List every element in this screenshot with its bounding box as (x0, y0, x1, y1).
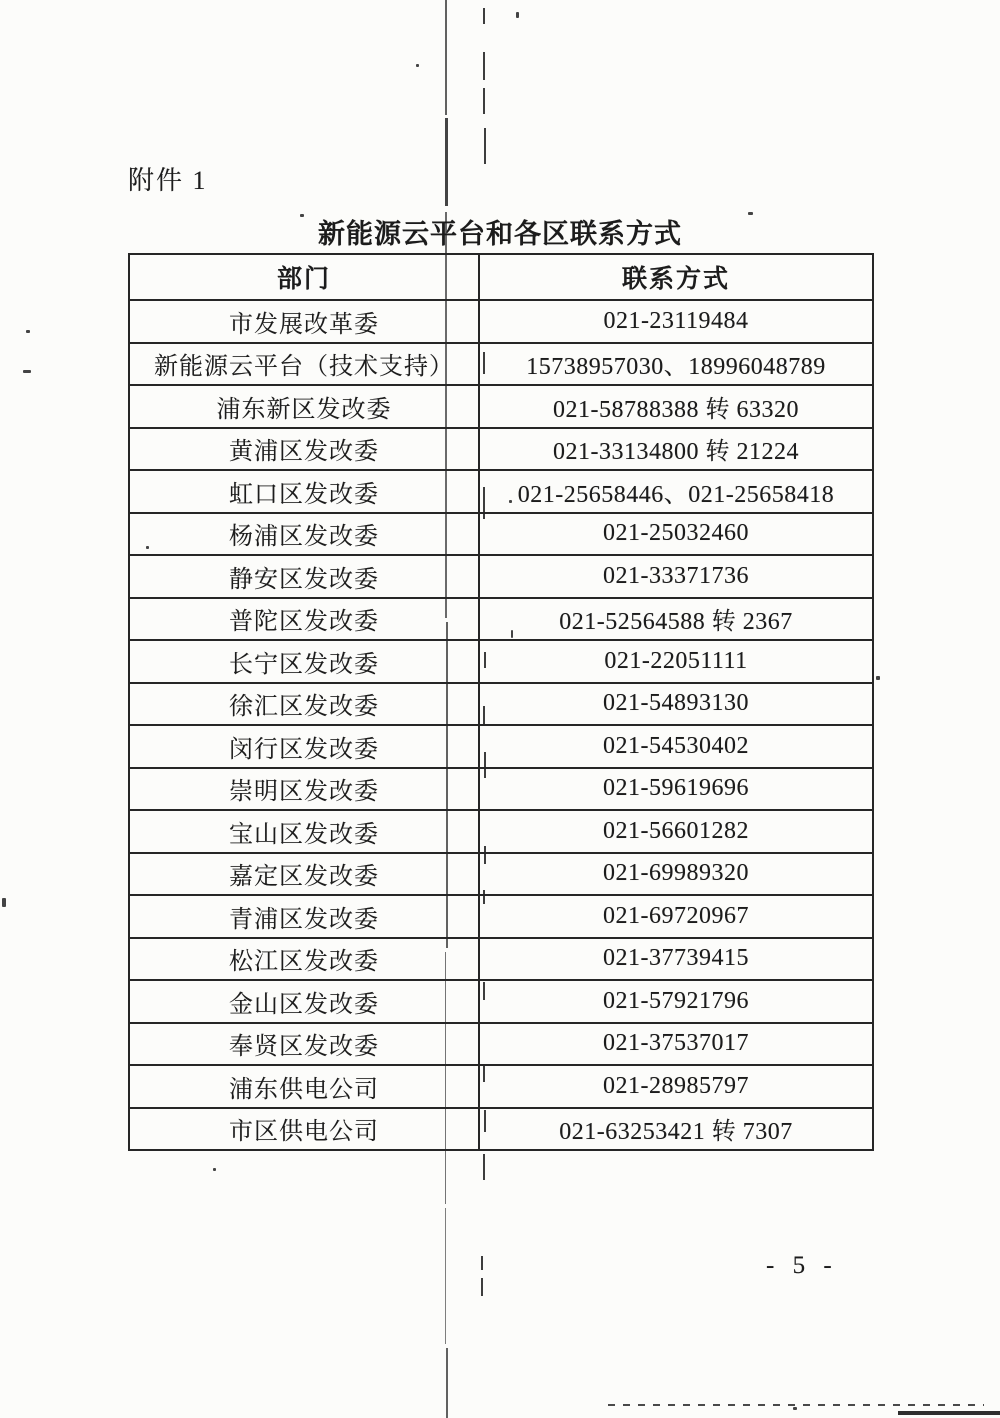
contact-cell: 021-28985797 (479, 1065, 873, 1108)
contact-table-body (129, 300, 873, 1150)
contact-cell: 021-33134800 转 21224 (479, 428, 873, 471)
table-row (129, 980, 873, 1023)
scan-dash (483, 88, 485, 114)
table-row (129, 343, 873, 386)
contact-cell: 021-25032460 (479, 513, 873, 556)
contact-cell: 021-37739415 (479, 938, 873, 981)
fold-line-segment (445, 0, 447, 115)
scan-dash (483, 8, 485, 24)
scan-speck (516, 12, 519, 18)
fold-line-segment (446, 1348, 448, 1418)
table-row (129, 895, 873, 938)
table-row (129, 938, 873, 981)
contact-cell: 15738957030、18996048789 (479, 343, 873, 386)
fold-line-segment (445, 1208, 446, 1344)
contact-cell: 021-23119484 (479, 300, 873, 343)
department-cell: 青浦区发改委 (129, 895, 479, 938)
scan-speck (23, 370, 31, 373)
department-cell: 金山区发改委 (129, 980, 479, 1023)
scan-corner-mark (898, 1411, 1000, 1415)
scan-dash (484, 128, 486, 164)
department-cell: 浦东新区发改委 (129, 385, 479, 428)
fold-line-segment (445, 118, 448, 206)
scan-dash (481, 1278, 483, 1296)
contact-cell: 021-59619696 (479, 768, 873, 811)
table-row (129, 1065, 873, 1108)
header-department: 部门 (129, 254, 479, 300)
table-row (129, 513, 873, 556)
department-cell: 虹口区发改委 (129, 470, 479, 513)
scan-speck (793, 1407, 797, 1410)
contact-cell: 021-33371736 (479, 555, 873, 598)
table-row (129, 725, 873, 768)
scan-speck (876, 676, 880, 680)
department-cell: 徐汇区发改委 (129, 683, 479, 726)
contact-cell: 021-69989320 (479, 853, 873, 896)
contact-cell: 021-22051111 (479, 640, 873, 683)
contact-cell: 021-69720967 (479, 895, 873, 938)
scan-speck (2, 898, 6, 907)
contact-cell: 021-25658446、021-25658418 (479, 470, 873, 513)
scan-dash (483, 1154, 485, 1180)
table-row (129, 768, 873, 811)
department-cell: 市区供电公司 (129, 1108, 479, 1151)
contact-cell: 021-58788388 转 63320 (479, 385, 873, 428)
department-cell: 长宁区发改委 (129, 640, 479, 683)
department-cell: 静安区发改委 (129, 555, 479, 598)
scan-dash (483, 52, 485, 80)
contact-cell: 021-56601282 (479, 810, 873, 853)
department-cell: 崇明区发改委 (129, 768, 479, 811)
table-row (129, 428, 873, 471)
table-row (129, 683, 873, 726)
table-row (129, 1108, 873, 1151)
table-row (129, 300, 873, 343)
contact-table (128, 253, 874, 1151)
contact-cell: 021-54530402 (479, 725, 873, 768)
department-cell: 杨浦区发改委 (129, 513, 479, 556)
table-header-row (129, 254, 873, 300)
page-title: 新能源云平台和各区联系方式 (318, 219, 682, 249)
department-cell: 松江区发改委 (129, 938, 479, 981)
table-row (129, 470, 873, 513)
department-cell: 普陀区发改委 (129, 598, 479, 641)
contact-cell: 021-57921796 (479, 980, 873, 1023)
contact-cell: 021-54893130 (479, 683, 873, 726)
department-cell: 闵行区发改委 (129, 725, 479, 768)
department-cell: 黄浦区发改委 (129, 428, 479, 471)
scan-speck (416, 64, 419, 67)
department-cell: 宝山区发改委 (129, 810, 479, 853)
scan-dash (481, 1256, 483, 1270)
department-cell: 新能源云平台（技术支持） (129, 343, 479, 386)
header-contact: 联系方式 (479, 254, 873, 300)
page-number: - 5 - (766, 1252, 838, 1279)
table-row (129, 598, 873, 641)
table-row (129, 853, 873, 896)
attachment-label: 附件 1 (128, 166, 208, 195)
scan-dotted-line (608, 1404, 984, 1406)
table-row (129, 1023, 873, 1066)
scan-speck (213, 1168, 216, 1171)
contact-cell: 021-63253421 转 7307 (479, 1108, 873, 1151)
contact-cell: 021-52564588 转 2367 (479, 598, 873, 641)
table-row (129, 385, 873, 428)
scan-speck (26, 330, 30, 333)
table-row (129, 555, 873, 598)
table-row (129, 640, 873, 683)
department-cell: 嘉定区发改委 (129, 853, 479, 896)
department-cell: 市发展改革委 (129, 300, 479, 343)
department-cell: 奉贤区发改委 (129, 1023, 479, 1066)
table-row (129, 810, 873, 853)
contact-cell: 021-37537017 (479, 1023, 873, 1066)
department-cell: 浦东供电公司 (129, 1065, 479, 1108)
